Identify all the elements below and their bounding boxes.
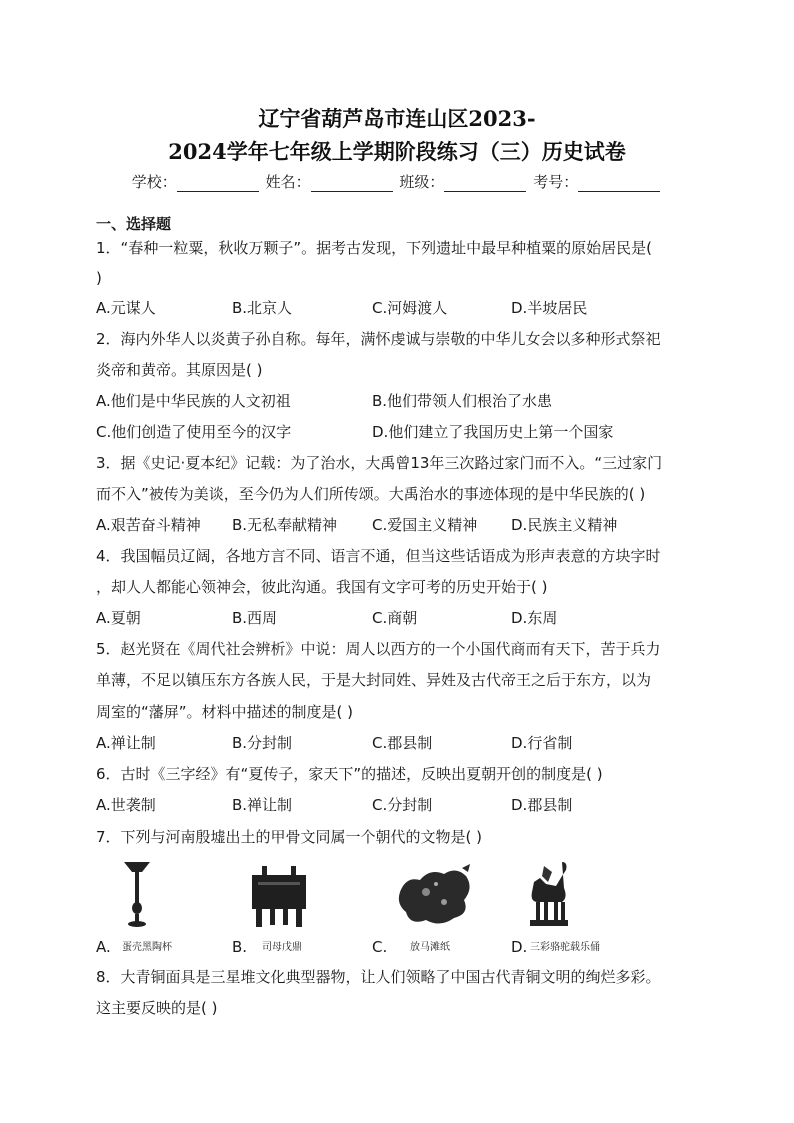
q4-line1: 4．我国幅员辽阔，各地方言不同、语言不通，但当这些话语成为形声表意的方块字时: [96, 547, 661, 565]
q7-caption-b: 司母戊鼎: [262, 942, 302, 953]
q7-caption-c: 放马滩纸: [410, 942, 450, 953]
q6-option-c: C.分封制: [372, 796, 433, 814]
q6-line1: 6．古时《三字经》有“夏传子，家天下”的描述，反映出夏朝开创的制度是( ): [96, 765, 603, 783]
q4-option-b: B.西周: [232, 609, 278, 627]
class-label: 班级：: [399, 173, 445, 191]
q2-line2: 炎帝和黄帝。其原因是( ): [96, 361, 263, 379]
q5-option-b: B.分封制: [232, 734, 293, 752]
q4-line2: ，却人人都能心领神会，彼此沟通。我国有文字可考的历史开始于( ): [96, 578, 548, 596]
q6-option-d: D.郡县制: [511, 796, 573, 814]
q7-caption-a: 蛋壳黑陶杯: [122, 942, 172, 953]
school-blank: [177, 177, 259, 192]
q6-option-a: A.世袭制: [96, 796, 156, 814]
q3-option-b: B.无私奉献精神: [232, 516, 338, 534]
q5-option-d: D.行省制: [511, 734, 573, 752]
q1-option-d: D.半坡居民: [511, 299, 588, 317]
name-label: 姓名：: [265, 173, 311, 191]
exam-title-line1: 辽宁省葫芦岛市连山区2023-: [258, 106, 536, 131]
exam-no-blank: [578, 177, 660, 192]
q7-line1: 7．下列与河南殷墟出土的甲骨文同属一个朝代的文物是( ): [96, 828, 483, 846]
q8-line2: 这主要反映的是( ): [96, 999, 218, 1017]
q3-option-a: A.艰苦奋斗精神: [96, 516, 201, 534]
q2-option-b: B.他们带领人们根治了水患: [372, 392, 553, 410]
q2-option-c: C.他们创造了使用至今的汉字: [96, 423, 292, 441]
q5-option-a: A.禅让制: [96, 734, 156, 752]
q6-option-b: B.禅让制: [232, 796, 293, 814]
q1-option-b: B.北京人: [232, 299, 293, 317]
name-blank: [311, 177, 393, 192]
tri-colored-camel-image: [526, 858, 572, 930]
q4-option-c: C.商朝: [372, 609, 418, 627]
q7-option-c-letter: C.: [372, 938, 388, 956]
q3-line1: 3．据《史记·夏本纪》记载：为了治水，大禹曾13年三次路过家门而不入。“三过家门: [96, 454, 663, 472]
q4-option-d: D.东周: [511, 609, 558, 627]
q1-line2: ): [96, 269, 102, 287]
q8-line1: 8．大青铜面具是三星堆文化典型器物，让人们领略了中国古代青铜文明的绚烂多彩。: [96, 968, 661, 986]
exam-no-label: 考号：: [533, 173, 579, 191]
q5-option-c: C.郡县制: [372, 734, 433, 752]
q3-option-c: C.爱国主义精神: [372, 516, 478, 534]
section-title: 一、选择题: [96, 215, 172, 233]
black-pottery-cup-image: [122, 860, 152, 930]
class-blank: [444, 177, 526, 192]
q7-option-b-letter: B.: [232, 938, 248, 956]
simuwu-ding-image: [250, 866, 308, 928]
q7-option-a-letter: A.: [96, 938, 111, 956]
school-label: 学校：: [131, 173, 177, 191]
q5-line1: 5．赵光贤在《周代社会辨析》中说：周人以西方的一个小国代商而有天下，苦于兵力: [96, 640, 661, 658]
q2-line1: 2．海内外华人以炎黄子孙自称。每年，满怀虔诚与崇敬的中华儿女会以多种形式祭祀: [96, 330, 661, 348]
q5-line2: 单薄，不足以镇压东方各族人民，于是大封同姓、异姓及古代帝王之后于东方，以为: [96, 671, 652, 689]
q7-option-d-letter: D.: [511, 938, 528, 956]
q7-caption-d: 三彩骆驼载乐俑: [530, 942, 600, 953]
q5-line3: 周室的“藩屏”。材料中描述的制度是( ): [96, 703, 354, 721]
q2-option-a: A.他们是中华民族的人文初祖: [96, 392, 291, 410]
fangmatan-paper-image: [396, 862, 474, 932]
exam-title-line2: 2024学年七年级上学期阶段练习（三）历史试卷: [168, 139, 626, 164]
q2-option-d: D.他们建立了我国历史上第一个国家: [372, 423, 614, 441]
q4-option-a: A.夏朝: [96, 609, 141, 627]
q3-option-d: D.民族主义精神: [511, 516, 618, 534]
student-info-row: [0, 171, 794, 192]
q1-line1: 1．“春种一粒粟，秋收万颗子”。据考古发现，下列遗址中最早种植粟的原始居民是(: [96, 239, 652, 257]
q1-option-a: A.元谋人: [96, 299, 156, 317]
q1-option-c: C.河姆渡人: [372, 299, 448, 317]
q3-line2: 而不入”被传为美谈，至今仍为人们所传颂。大禹治水的事迹体现的是中华民族的( ): [96, 485, 646, 503]
